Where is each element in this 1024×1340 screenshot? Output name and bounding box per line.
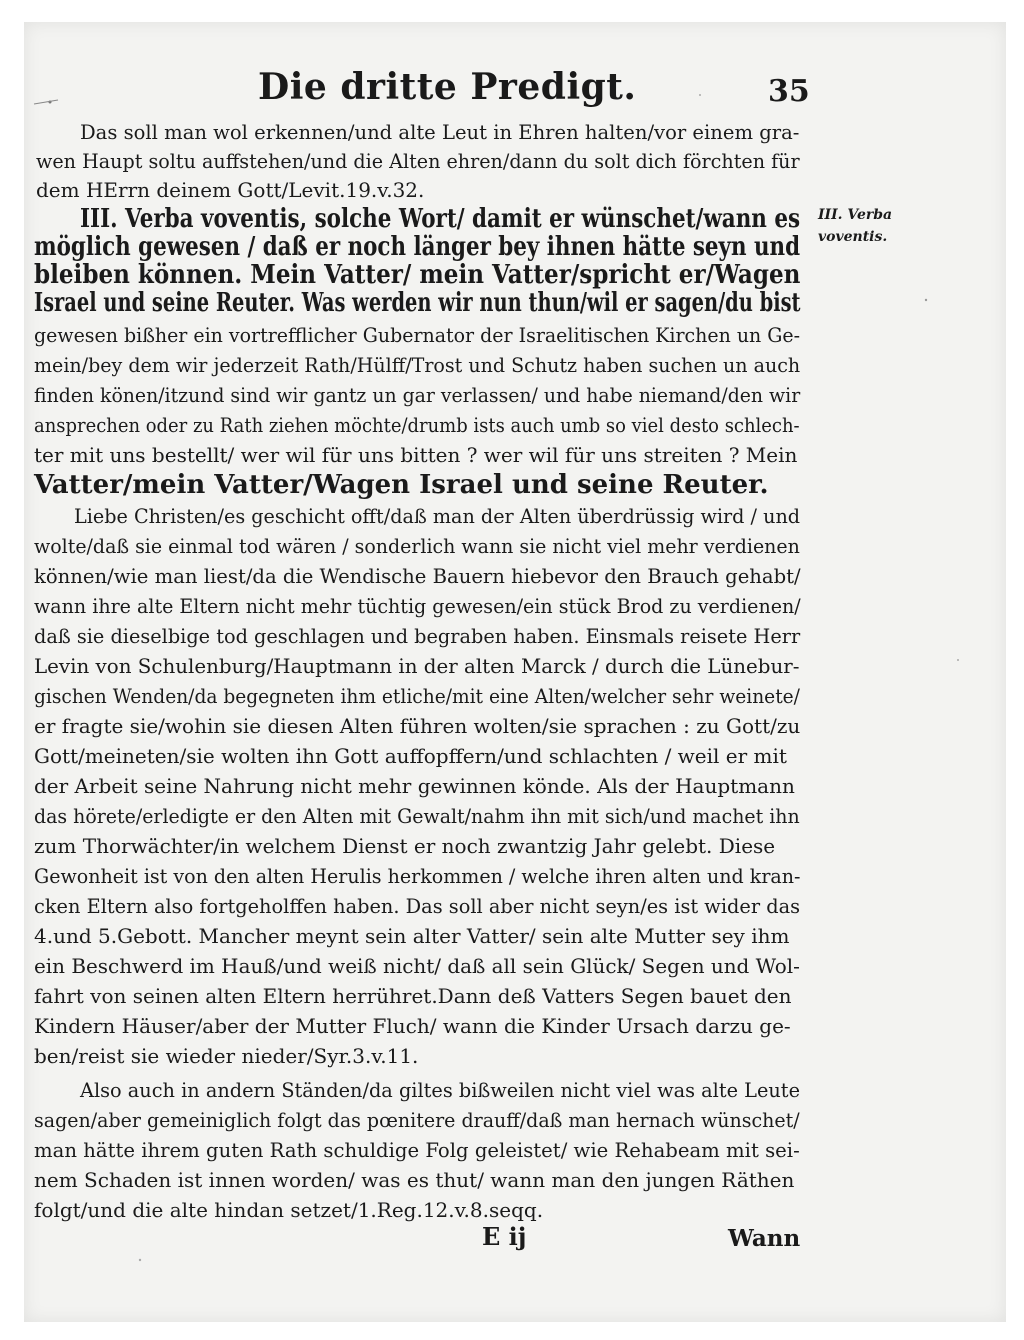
text-line: daß sie dieselbige tod geschlagen und begraben haben. Einsmals reisete Herr: [34, 624, 801, 648]
text-line: der Arbeit seine Nahrung nicht mehr gewinnen könde. Als der Hauptmann: [34, 774, 795, 798]
text-line: er fragte sie/wohin sie diesen Alten führen wolten/sie sprachen : zu Gott/zu: [34, 714, 801, 738]
text-line: Gott/meineten/sie wolten ihn Gott auffopffern/und schlachten / weil er mit: [34, 744, 787, 768]
text-line: Kindern Häuser/aber der Mutter Fluch/ wann die Kinder Ursach darzu ge-: [34, 1014, 791, 1038]
text-line: ter mit uns bestellt/ wer wil für uns bitten ? wer wil für uns streiten ? Mein: [34, 443, 798, 467]
text-line: möglich gewesen / daß er noch länger bey ihnen hätte seyn und: [34, 232, 801, 262]
text-line: Israel und seine Reuter. Was werden wir nun thun/wil er sagen/du bist: [34, 288, 801, 318]
text-line: wolte/daß sie einmal tod wären / sonderlich wann sie nicht viel mehr verdienen: [34, 534, 800, 558]
text-line: dem HErrn deinem Gott/Levit.19.v.32.: [36, 178, 425, 202]
text-line: ansprechen oder zu Rath ziehen möchte/drumb ists auch umb so viel desto schlech-: [34, 413, 800, 437]
text-line: wen Haupt soltu auffstehen/und die Alten ehren/dann du solt dich förchten für: [36, 149, 800, 173]
text-line: Levin von Schulenburg/Hauptmann in der alten Marck / durch die Lünebur-: [34, 654, 800, 678]
text-line: Das soll man wol erkennen/und alte Leut in Ehren halten/vor einem gra-: [80, 120, 800, 144]
text-line: gischen Wenden/da begegneten ihm etliche/mit eine Alten/welcher sehr weinete/: [34, 684, 800, 708]
page-number: 35: [768, 74, 810, 109]
text-line: Liebe Christen/es geschicht offt/daß man der Alten überdrüssig wird / und: [74, 504, 801, 528]
text-line: ein Beschwerd im Hauß/und weiß nicht/ daß all sein Glück/ Segen und Wol-: [34, 954, 800, 978]
text-line: man hätte ihrem guten Rath schuldige Folg geleistet/ wie Rehabeam mit sei-: [34, 1138, 800, 1162]
text-line: III. Verba voventis, solche Wort/ damit er wünschet/wann es: [80, 204, 801, 234]
text-line: mein/bey dem wir jederzeit Rath/Hülff/Trost und Schutz haben suchen un auch: [34, 353, 801, 377]
text-line: wann ihre alte Eltern nicht mehr tüchtig gewesen/ein stück Brod zu verdienen/: [34, 594, 801, 618]
text-line: sagen/aber gemeiniglich folgt das pœnitere drauff/daß man hernach wünschet/: [34, 1108, 800, 1132]
margin-note: [818, 204, 892, 248]
text-line: fahrt von seinen alten Eltern herrühret.Dann deß Vatters Segen bauet den: [34, 984, 792, 1008]
text-line: bleiben können. Mein Vatter/ mein Vatter/spricht er/Wagen: [34, 260, 801, 290]
text-line: finden könen/itzund sind wir gantz un gar verlassen/ und habe niemand/den wir: [34, 383, 801, 407]
text-line: können/wie man liest/da die Wendische Bauern hiebevor den Brauch gehabt/: [34, 564, 801, 588]
text-line: nem Schaden ist innen worden/ was es thut/ wann man den jungen Räthen: [34, 1168, 795, 1192]
text-line: Vatter/mein Vatter/Wagen Israel und seine Reuter.: [34, 470, 769, 500]
running-head: Die dritte Predigt.: [258, 66, 637, 108]
margin-note-line: voventis.: [818, 229, 888, 245]
text-line: folgt/und die alte hindan setzet/1.Reg.12.v.8.seqq.: [34, 1198, 544, 1222]
text-line: Gewonheit ist von den alten Herulis herkommen / welche ihren alten und kran-: [34, 864, 801, 888]
catchword: Wann: [728, 1225, 801, 1252]
text-line: 4.und 5.Gebott. Mancher meynt sein alter Vatter/ sein alte Mutter sey ihm: [34, 924, 790, 948]
text-line: cken Eltern also fortgeholffen haben. Das soll aber nicht seyn/es ist wider das: [34, 894, 801, 918]
margin-note-line: III. Verba: [818, 207, 893, 223]
text-line: das hörete/erledigte er den Alten mit Gewalt/nahm ihn mit sich/und machet ihn: [34, 804, 800, 828]
text-line: gewesen bißher ein vortrefflicher Gubernator der Israelitischen Kirchen un Ge-: [34, 323, 801, 347]
signature-mark: E ij: [482, 1222, 527, 1251]
text-line: Also auch in andern Ständen/da giltes bißweilen nicht viel was alte Leute: [80, 1078, 800, 1102]
text-line: zum Thorwächter/in welchem Dienst er noch zwantzig Jahr gelebt. Diese: [34, 834, 776, 858]
text-line: ben/reist sie wieder nieder/Syr.3.v.11.: [34, 1044, 419, 1068]
